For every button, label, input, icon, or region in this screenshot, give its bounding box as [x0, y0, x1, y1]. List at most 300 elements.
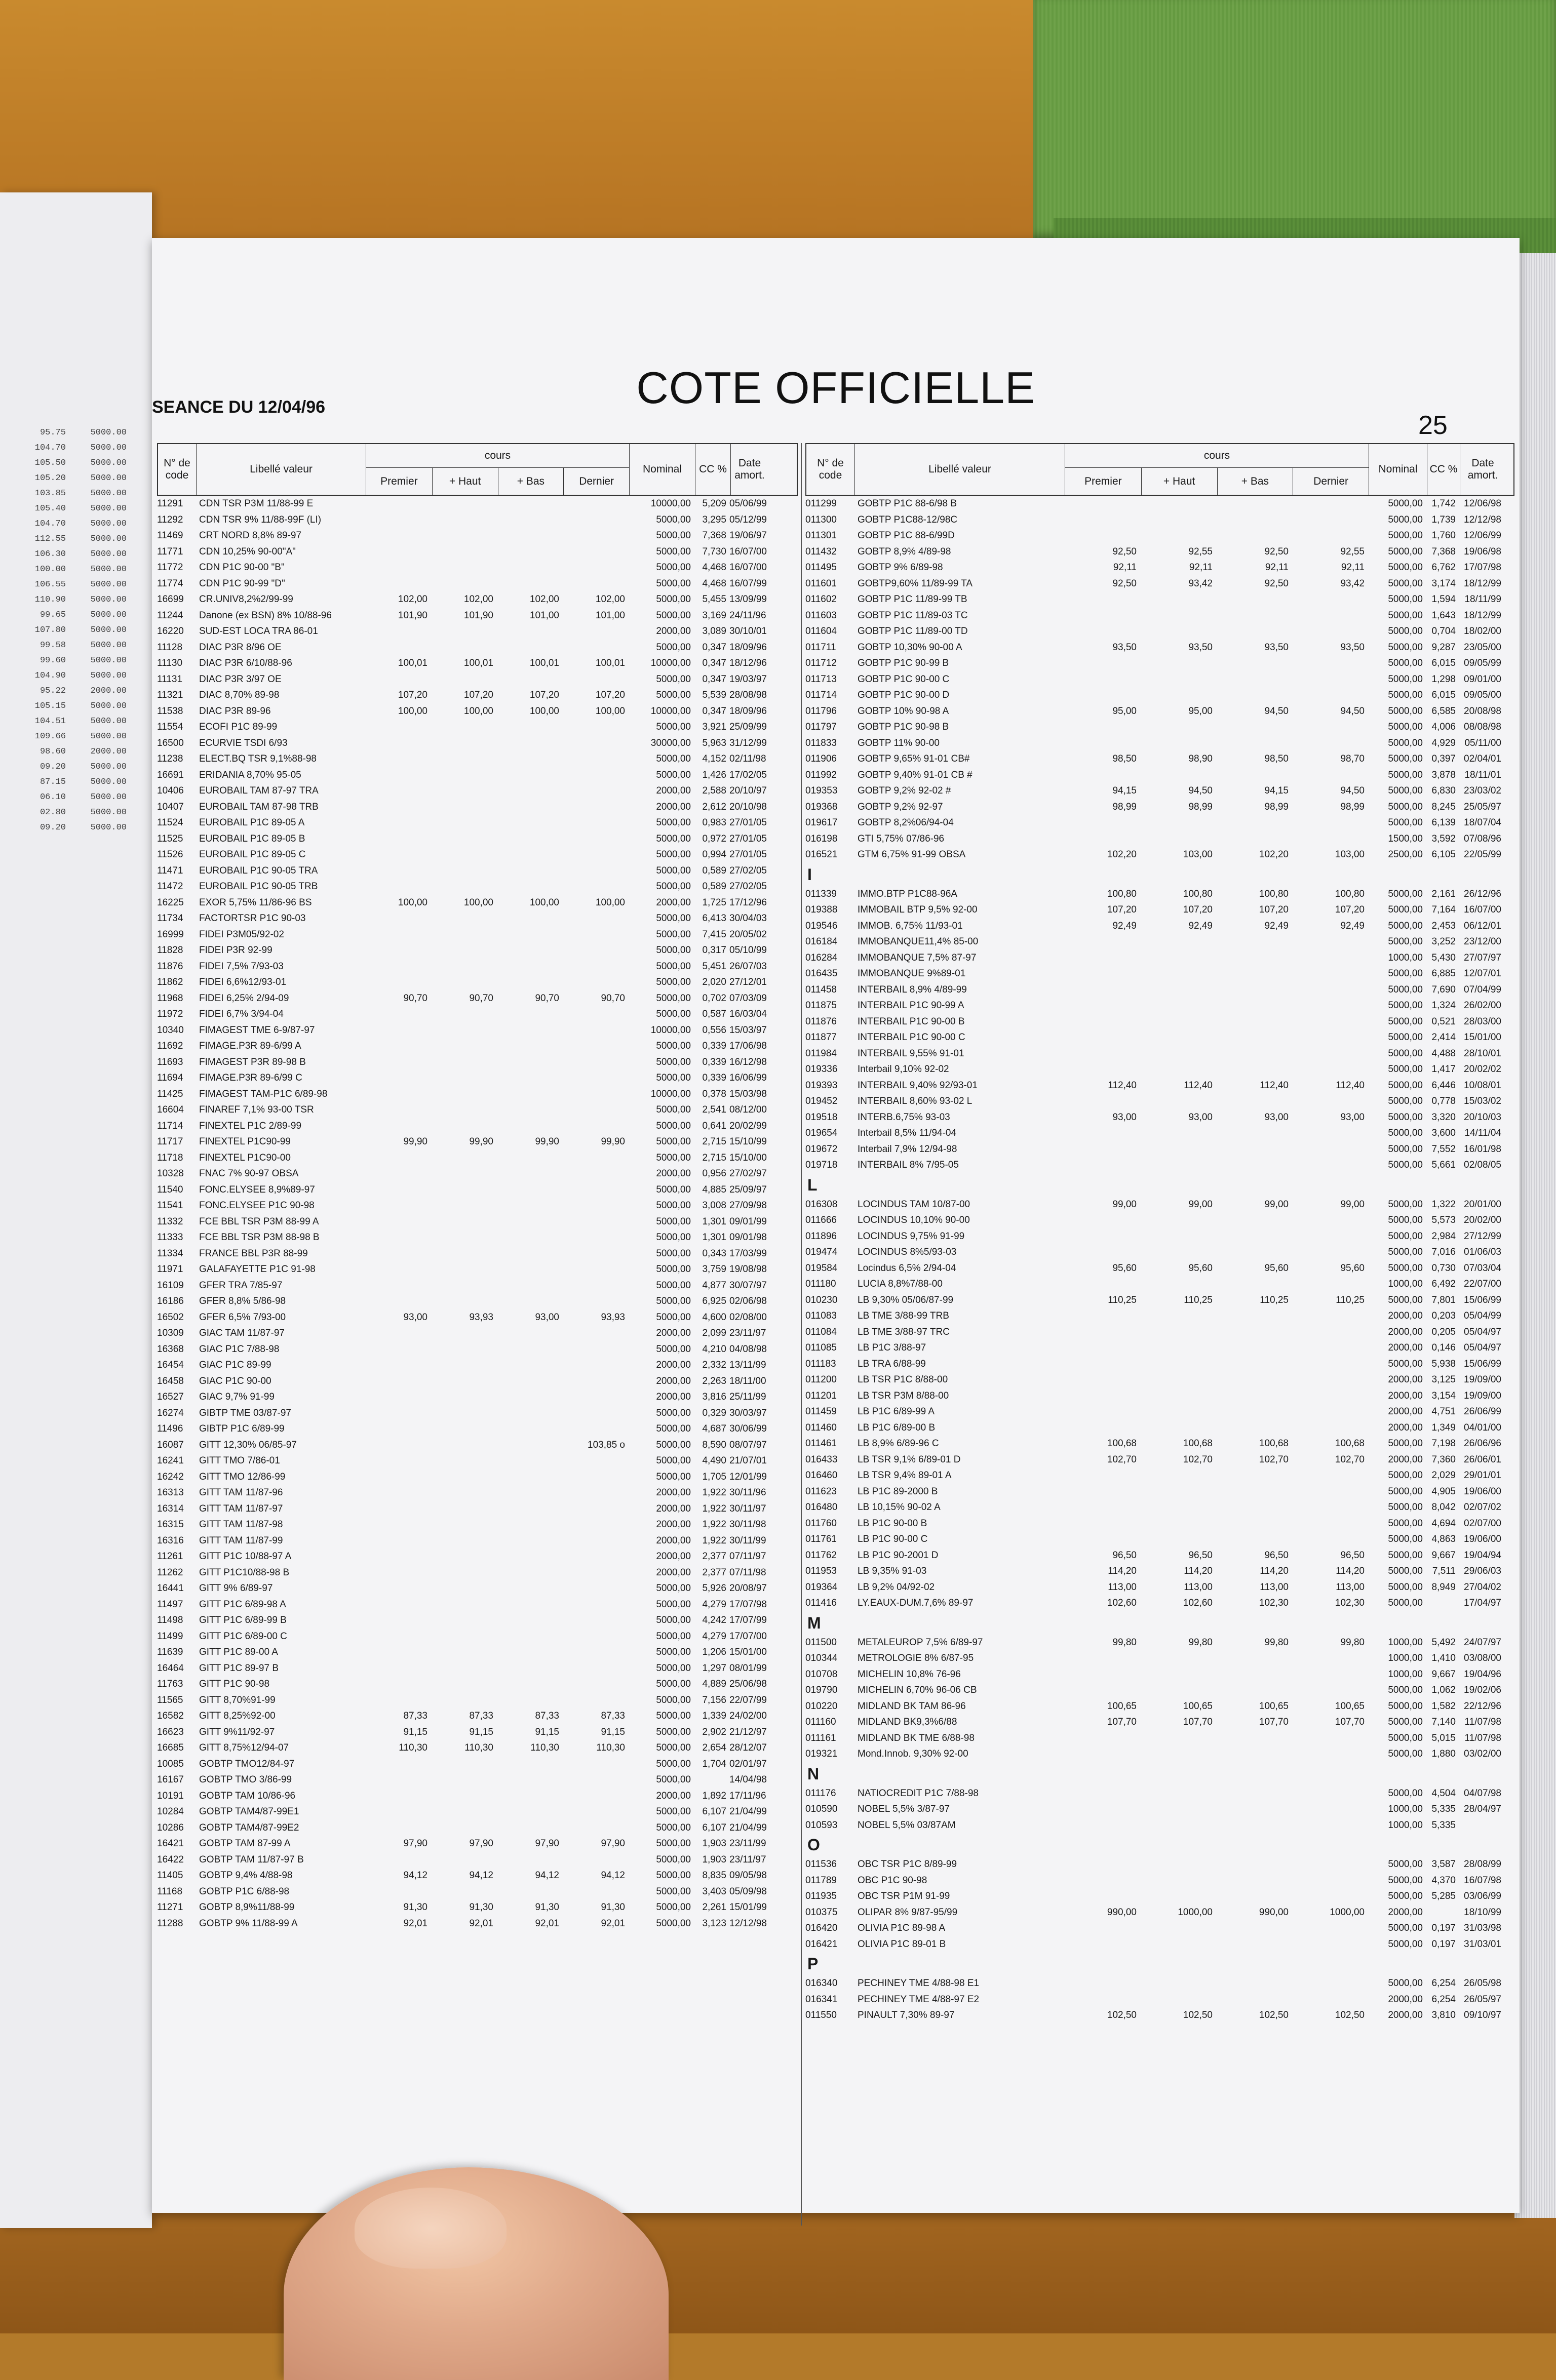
table-row	[805, 608, 1514, 624]
cell-premier	[365, 910, 431, 927]
table-row	[805, 1212, 1514, 1228]
table-row	[805, 799, 1514, 815]
cell-date: 25/06/98	[729, 1679, 767, 1689]
cell-date: 27/12/01	[729, 977, 767, 987]
cell-code: 11541	[157, 1200, 183, 1211]
cell-haut	[1140, 1061, 1216, 1078]
cell-nominal: 5000,00	[656, 1822, 691, 1833]
cell-label: GITT TAM 11/87-97	[199, 1503, 283, 1514]
cell-dernier	[562, 879, 628, 895]
cell-bas	[1216, 1212, 1292, 1228]
cell-haut	[431, 1644, 496, 1660]
cell-date: 01/06/03	[1464, 1247, 1501, 1257]
cell-label: IMMOBANQUE 7,5% 87-97	[858, 952, 977, 963]
cell-code: 010593	[805, 1819, 838, 1831]
cell-cc: 4,490	[702, 1455, 726, 1466]
cell-bas	[1216, 1046, 1292, 1062]
table-row	[157, 959, 798, 975]
cell-date: 21/04/99	[729, 1806, 767, 1817]
cell-label: MICHELIN 10,8% 76-96	[858, 1669, 961, 1680]
cell-label: FCE BBL TSR P3M 88-99 A	[199, 1216, 319, 1227]
table-row	[805, 1548, 1514, 1564]
cell-nominal: 5000,00	[1388, 1534, 1423, 1544]
cell-premier	[1064, 608, 1140, 624]
cell-nominal: 5000,00	[656, 1471, 691, 1482]
cell-haut	[1140, 1516, 1216, 1532]
table-row	[805, 1650, 1514, 1667]
cell-code: 11971	[157, 1264, 183, 1275]
cell-code: 011711	[805, 642, 836, 653]
cell-date: 30/11/97	[729, 1503, 766, 1514]
table-row	[805, 783, 1514, 799]
cell-dernier	[1292, 950, 1368, 966]
cell-date: 05/06/99	[729, 498, 767, 509]
cell-nominal: 2000,00	[1388, 1326, 1423, 1337]
cell-date: 28/03/00	[1464, 1016, 1501, 1027]
cell-bas	[496, 927, 562, 943]
table-row	[157, 1612, 798, 1629]
cell-premier	[365, 1453, 431, 1469]
cell-date: 24/07/97	[1464, 1637, 1501, 1648]
cell-label: GIBTP P1C 6/89-99	[199, 1423, 285, 1434]
cell-haut	[431, 1261, 496, 1278]
cell-bas: 110,25	[1260, 1294, 1289, 1305]
cell-premier	[365, 1070, 431, 1086]
cell-haut	[431, 1580, 496, 1597]
cell-dernier: 100,65	[1335, 1700, 1365, 1712]
cell-haut: 93,50	[1188, 642, 1213, 653]
cell-premier	[1064, 1276, 1140, 1292]
cell-dernier: 100,80	[1335, 888, 1365, 899]
cell-code: 16999	[157, 929, 184, 940]
cell-nominal: 2000,00	[1388, 1406, 1423, 1417]
cell-bas: 98,99	[1264, 801, 1289, 812]
cell-premier	[1064, 767, 1140, 783]
cell-nominal: 5000,00	[1388, 1938, 1423, 1950]
cell-cc: 2,263	[702, 1375, 726, 1386]
cell-code: 16441	[157, 1583, 184, 1594]
cell-nominal: 5000,00	[656, 530, 691, 541]
cell-bas	[496, 1150, 562, 1166]
table-row	[157, 1485, 798, 1501]
cell-nominal: 5000,00	[656, 1248, 691, 1259]
cell-nominal: 5000,00	[1388, 1891, 1423, 1901]
cell-cc: 0,347	[702, 642, 726, 653]
cell-cc: 9,287	[1431, 642, 1456, 653]
cell-code: 019452	[805, 1096, 838, 1106]
cell-dernier	[1292, 623, 1368, 640]
cell-code: 16527	[157, 1392, 184, 1402]
cell-code: 16458	[157, 1375, 184, 1386]
cell-label: PECHINEY TME 4/88-98 E1	[858, 1978, 980, 1989]
cell-haut	[431, 1102, 496, 1118]
cell-haut	[1140, 1324, 1216, 1340]
table-row	[805, 623, 1514, 640]
cell-cc: 0,994	[702, 849, 726, 860]
cell-dernier: 100,01	[595, 658, 625, 668]
cell-cc: 7,164	[1431, 904, 1456, 915]
cell-cc: 0,317	[702, 945, 726, 956]
cell-code: 019718	[805, 1160, 838, 1170]
cell-bas: 90,70	[535, 993, 559, 1004]
cell-cc: 1,705	[702, 1471, 726, 1482]
header-cours-group	[366, 444, 629, 495]
cell-date: 30/04/03	[729, 913, 767, 924]
cell-premier	[1064, 982, 1140, 998]
cell-nominal: 5000,00	[656, 1455, 691, 1466]
cell-nominal: 5000,00	[1388, 626, 1423, 637]
cell-label: OBC P1C 90-98	[858, 1875, 927, 1886]
cell-label: GIAC 9,7% 91-99	[199, 1392, 275, 1402]
cell-nominal: 5000,00	[1388, 1518, 1423, 1529]
table-row	[157, 687, 798, 703]
cell-nominal: 5000,00	[1388, 1358, 1423, 1369]
cell-haut	[1140, 1157, 1216, 1173]
cell-premier	[365, 1102, 431, 1118]
cell-cc: 3,816	[702, 1392, 726, 1402]
cell-bas: 107,70	[1259, 1717, 1289, 1727]
table-row	[157, 783, 798, 799]
cell-code: 011875	[805, 1000, 837, 1011]
cell-haut	[1140, 1046, 1216, 1062]
table-row	[157, 1070, 798, 1086]
previous-page-nominal: 5000.00	[90, 489, 127, 498]
quotes-table-right	[805, 443, 1514, 2024]
cell-cc: 3,759	[702, 1264, 726, 1275]
cell-premier	[365, 879, 431, 895]
cell-premier	[1064, 966, 1140, 982]
cell-date: 15/06/99	[1464, 1294, 1501, 1305]
cell-bas	[1216, 735, 1292, 751]
cell-bas: 101,00	[529, 610, 559, 621]
cell-cc: 2,332	[702, 1360, 726, 1370]
cell-haut	[431, 1006, 496, 1022]
cell-label: INTERBAIL 8,60% 93-02 L	[858, 1096, 972, 1106]
cell-label: LB TSR P1C 8/88-00	[858, 1374, 948, 1385]
cell-date: 12/07/01	[1464, 968, 1501, 979]
cell-haut: 91,30	[469, 1902, 493, 1913]
cell-nominal: 5000,00	[656, 578, 691, 589]
cell-premier	[365, 1214, 431, 1230]
cell-nominal: 5000,00	[656, 1806, 691, 1817]
cell-label: GITT 8,25%92-00	[199, 1711, 276, 1721]
cell-premier	[365, 942, 431, 959]
cell-label: ERIDANIA 8,70% 95-05	[199, 769, 301, 780]
cell-cc: 6,107	[702, 1822, 726, 1833]
cell-dernier	[562, 847, 628, 863]
cell-bas	[1216, 1975, 1292, 1992]
cell-label: CR.UNIV8,2%2/99-99	[199, 594, 293, 605]
cell-code: 16454	[157, 1360, 184, 1370]
cell-date: 02/08/00	[729, 1312, 767, 1323]
cell-nominal: 10000,00	[650, 1088, 691, 1099]
cell-nominal: 5000,00	[1388, 1231, 1423, 1242]
cell-code: 16604	[157, 1104, 184, 1115]
cell-date: 26/02/00	[1464, 1000, 1501, 1011]
cell-nominal: 1000,00	[1388, 1669, 1423, 1680]
cell-cc: 4,751	[1431, 1406, 1456, 1417]
previous-page-price: 09.20	[40, 823, 66, 832]
cell-cc: 1,892	[702, 1790, 726, 1801]
cell-cc: 6,885	[1431, 968, 1456, 979]
table-row	[157, 1357, 798, 1373]
cell-cc: 3,600	[1431, 1128, 1456, 1138]
cell-bas	[1216, 1484, 1292, 1500]
cell-premier	[365, 1086, 431, 1102]
cell-bas: 93,50	[1264, 642, 1289, 653]
cell-date: 14/11/04	[1464, 1128, 1501, 1138]
cell-haut	[1140, 687, 1216, 703]
cell-nominal: 5000,00	[656, 865, 691, 876]
cell-nominal: 5000,00	[1388, 1717, 1423, 1727]
cell-date: 07/08/96	[1464, 833, 1501, 844]
cell-haut	[431, 1118, 496, 1134]
cell-cc: 0,587	[702, 1009, 726, 1019]
cell-code: 011495	[805, 562, 837, 573]
cell-haut: 1000,00	[1178, 1907, 1213, 1918]
cell-label: GOBTP P1C 90-00 C	[858, 673, 950, 685]
cell-haut: 92,55	[1188, 546, 1213, 557]
cell-premier	[1064, 1029, 1140, 1046]
cell-haut	[1140, 1141, 1216, 1158]
cell-label: GOBTP 9,65% 91-01 CB#	[858, 753, 970, 764]
cell-haut	[431, 1182, 496, 1198]
cell-bas	[1216, 1888, 1292, 1905]
cell-date: 17/07/99	[729, 1615, 767, 1625]
cell-bas: 97,90	[535, 1838, 559, 1849]
cell-haut	[431, 1501, 496, 1517]
cell-date: 22/07/00	[1464, 1279, 1501, 1289]
cell-date: 18/12/99	[1464, 610, 1501, 621]
cell-haut: 97,90	[469, 1838, 493, 1849]
table-row	[157, 1102, 798, 1118]
cell-bas: 93,00	[1264, 1112, 1289, 1123]
cell-bas	[496, 831, 562, 847]
cell-code: 011833	[805, 737, 837, 748]
cell-cc: 1,410	[1431, 1653, 1456, 1663]
cell-label: GOBTP 9,40% 91-01 CB #	[858, 769, 972, 780]
cell-date: 21/04/99	[729, 1822, 767, 1833]
cell-bas	[496, 1804, 562, 1820]
table-row	[157, 1134, 798, 1150]
cell-nominal: 5000,00	[1388, 705, 1423, 717]
table-row	[157, 1437, 798, 1453]
cell-bas: 110,30	[530, 1742, 559, 1753]
cell-dernier	[562, 560, 628, 576]
cell-nominal: 5000,00	[1388, 1016, 1423, 1027]
cell-bas	[496, 1006, 562, 1022]
cell-bas	[496, 560, 562, 576]
cell-code: 11128	[157, 642, 183, 653]
cell-label: OLIVIA P1C 89-01 B	[858, 1938, 946, 1950]
cell-bas	[496, 1293, 562, 1310]
cell-bas	[496, 1373, 562, 1390]
cell-bas	[496, 1054, 562, 1070]
cell-haut	[431, 831, 496, 847]
cell-code: 16274	[157, 1407, 184, 1418]
cell-haut: 100,00	[463, 897, 493, 908]
cell-date: 18/02/00	[1464, 626, 1501, 637]
cell-haut	[1140, 1730, 1216, 1747]
cell-dernier	[562, 1293, 628, 1310]
table-row	[157, 1597, 798, 1613]
cell-dernier	[1292, 1244, 1368, 1260]
cell-cc: 0,972	[702, 833, 726, 844]
header-haut: + Haut	[1141, 468, 1217, 495]
cell-bas	[496, 751, 562, 767]
cell-premier	[1064, 1786, 1140, 1802]
cell-code: 16623	[157, 1726, 184, 1737]
cell-premier	[1064, 934, 1140, 950]
cell-cc: 1,301	[702, 1232, 726, 1243]
cell-code: 019393	[805, 1080, 838, 1091]
cell-label: GITT TAM 11/87-98	[199, 1519, 283, 1530]
cell-label: PECHINEY TME 4/88-97 E2	[858, 1994, 980, 2005]
cell-code: 16685	[157, 1742, 184, 1753]
cell-cc: 2,029	[1431, 1470, 1456, 1481]
cell-label: MICHELIN 6,70% 96-06 CB	[858, 1685, 977, 1695]
cell-premier	[365, 1421, 431, 1437]
cell-haut	[431, 1788, 496, 1804]
cell-label: GOBTP TMO 3/86-99	[199, 1774, 292, 1785]
cell-premier	[365, 1261, 431, 1278]
cell-cc: 0,983	[702, 817, 726, 828]
cell-nominal: 2000,00	[656, 1328, 691, 1338]
cell-code: 011550	[805, 2010, 837, 2020]
cell-dernier	[1292, 1014, 1368, 1030]
table-row	[157, 1565, 798, 1581]
cell-date: 27/02/05	[729, 865, 767, 876]
cell-nominal: 1000,00	[1388, 1819, 1423, 1831]
cell-label: GITT P1C 6/89-00 C	[199, 1631, 287, 1642]
cell-bas	[496, 1437, 562, 1453]
table-row	[805, 1141, 1514, 1158]
previous-page-nominal: 5000.00	[90, 428, 127, 438]
previous-page-nominal: 5000.00	[90, 458, 127, 468]
cell-cc: 4,488	[1431, 1048, 1456, 1059]
cell-cc: 4,877	[702, 1280, 726, 1291]
cell-date: 27/01/05	[729, 833, 767, 844]
cell-bas: 92,11	[1265, 562, 1289, 573]
cell-label: GOBTP TAM4/87-99E1	[199, 1806, 299, 1817]
cell-bas	[496, 1884, 562, 1900]
cell-cc: 7,511	[1432, 1566, 1456, 1576]
cell-nominal: 5000,00	[1388, 1550, 1423, 1561]
cell-date: 09/05/98	[729, 1870, 767, 1881]
cell-code: 11262	[157, 1567, 183, 1578]
cell-label: FIMAGE.P3R 89-6/99 C	[199, 1073, 302, 1083]
table-row	[157, 767, 798, 783]
cell-date: 20/01/00	[1464, 1199, 1501, 1210]
cell-bas	[1216, 1801, 1292, 1817]
cell-date: 02/07/00	[1464, 1518, 1501, 1529]
table-row	[157, 640, 798, 656]
cell-bas	[496, 1453, 562, 1469]
previous-page-nominal: 5000.00	[90, 534, 127, 544]
cell-nominal: 5000,00	[1388, 1215, 1423, 1225]
cell-label: GOBTP 11% 90-00	[858, 737, 940, 748]
previous-page-price: 87.15	[40, 777, 66, 787]
cell-cc: 4,468	[702, 562, 726, 573]
cell-label: GFER 8,8% 5/86-98	[199, 1296, 286, 1306]
cell-label: IMMOB. 6,75% 11/93-01	[858, 920, 963, 931]
cell-premier	[1064, 1467, 1140, 1484]
cell-bas	[1216, 1093, 1292, 1109]
cell-code: 011984	[805, 1048, 837, 1059]
cell-dernier	[1292, 1667, 1368, 1683]
cell-premier: 98,99	[1112, 801, 1137, 812]
cell-label: EUROBAIL P1C 89-05 A	[199, 817, 305, 828]
cell-dernier	[562, 1692, 628, 1709]
previous-page-price: 106.55	[34, 580, 66, 589]
table-row	[157, 528, 798, 544]
cell-date: 28/10/01	[1464, 1048, 1501, 1059]
cell-dernier: 98,70	[1340, 753, 1365, 764]
cell-date: 19/04/94	[1464, 1550, 1501, 1561]
cell-bas	[1216, 1531, 1292, 1548]
cell-dernier	[562, 1070, 628, 1086]
cell-nominal: 5000,00	[656, 769, 691, 780]
cell-bas	[1216, 831, 1292, 847]
cell-code: 011906	[805, 753, 837, 764]
cell-date: 17/07/98	[729, 1599, 767, 1610]
cell-label: GITT P1C10/88-98 B	[199, 1567, 290, 1578]
cell-cc: 1,297	[702, 1662, 726, 1674]
cell-bas: 99,90	[535, 1136, 559, 1147]
cell-bas	[1216, 1228, 1292, 1245]
cell-nominal: 2000,00	[1388, 1454, 1423, 1465]
cell-date: 07/03/04	[1464, 1262, 1501, 1274]
cell-code: 011460	[805, 1422, 837, 1433]
cell-haut: 99,90	[469, 1136, 493, 1147]
cell-haut	[1140, 1975, 1216, 1992]
cell-code: 019654	[805, 1128, 838, 1138]
cell-nominal: 5000,00	[656, 1583, 691, 1594]
cell-date: 02/11/98	[729, 753, 766, 764]
cell-cc: 3,174	[1431, 578, 1456, 589]
cell-nominal: 2000,00	[656, 1168, 691, 1179]
cell-nominal: 2000,00	[656, 785, 691, 796]
cell-haut	[431, 1756, 496, 1772]
table-row	[157, 1517, 798, 1533]
cell-label: LB 9,2% 04/92-02	[858, 1581, 935, 1593]
cell-code: 019672	[805, 1143, 838, 1155]
header-date: Date amort.	[730, 444, 768, 495]
cell-label: LB 9,30% 05/06/87-99	[858, 1294, 954, 1305]
cell-haut	[1140, 1356, 1216, 1372]
cell-premier: 92,50	[1112, 546, 1137, 557]
cell-haut	[431, 1612, 496, 1629]
cell-nominal: 5000,00	[656, 753, 691, 764]
cell-premier: 98,50	[1112, 753, 1137, 764]
table-row	[805, 1746, 1514, 1762]
cell-nominal: 5000,00	[1388, 1875, 1423, 1886]
previous-page-price: 99.65	[40, 610, 66, 620]
cell-date: 19/04/96	[1464, 1669, 1501, 1680]
table-row	[805, 1714, 1514, 1730]
cell-dernier	[562, 1884, 628, 1900]
table-row	[157, 1644, 798, 1660]
cell-haut: 90,70	[469, 993, 493, 1004]
cell-code: 011992	[805, 769, 837, 780]
table-row	[157, 863, 798, 879]
previous-page-price: 98.60	[40, 747, 66, 757]
previous-page-nominal: 2000.00	[90, 686, 127, 696]
cell-code: 11538	[157, 705, 183, 717]
cell-bas	[1216, 815, 1292, 831]
cell-haut	[431, 1852, 496, 1868]
cell-haut	[431, 1565, 496, 1581]
